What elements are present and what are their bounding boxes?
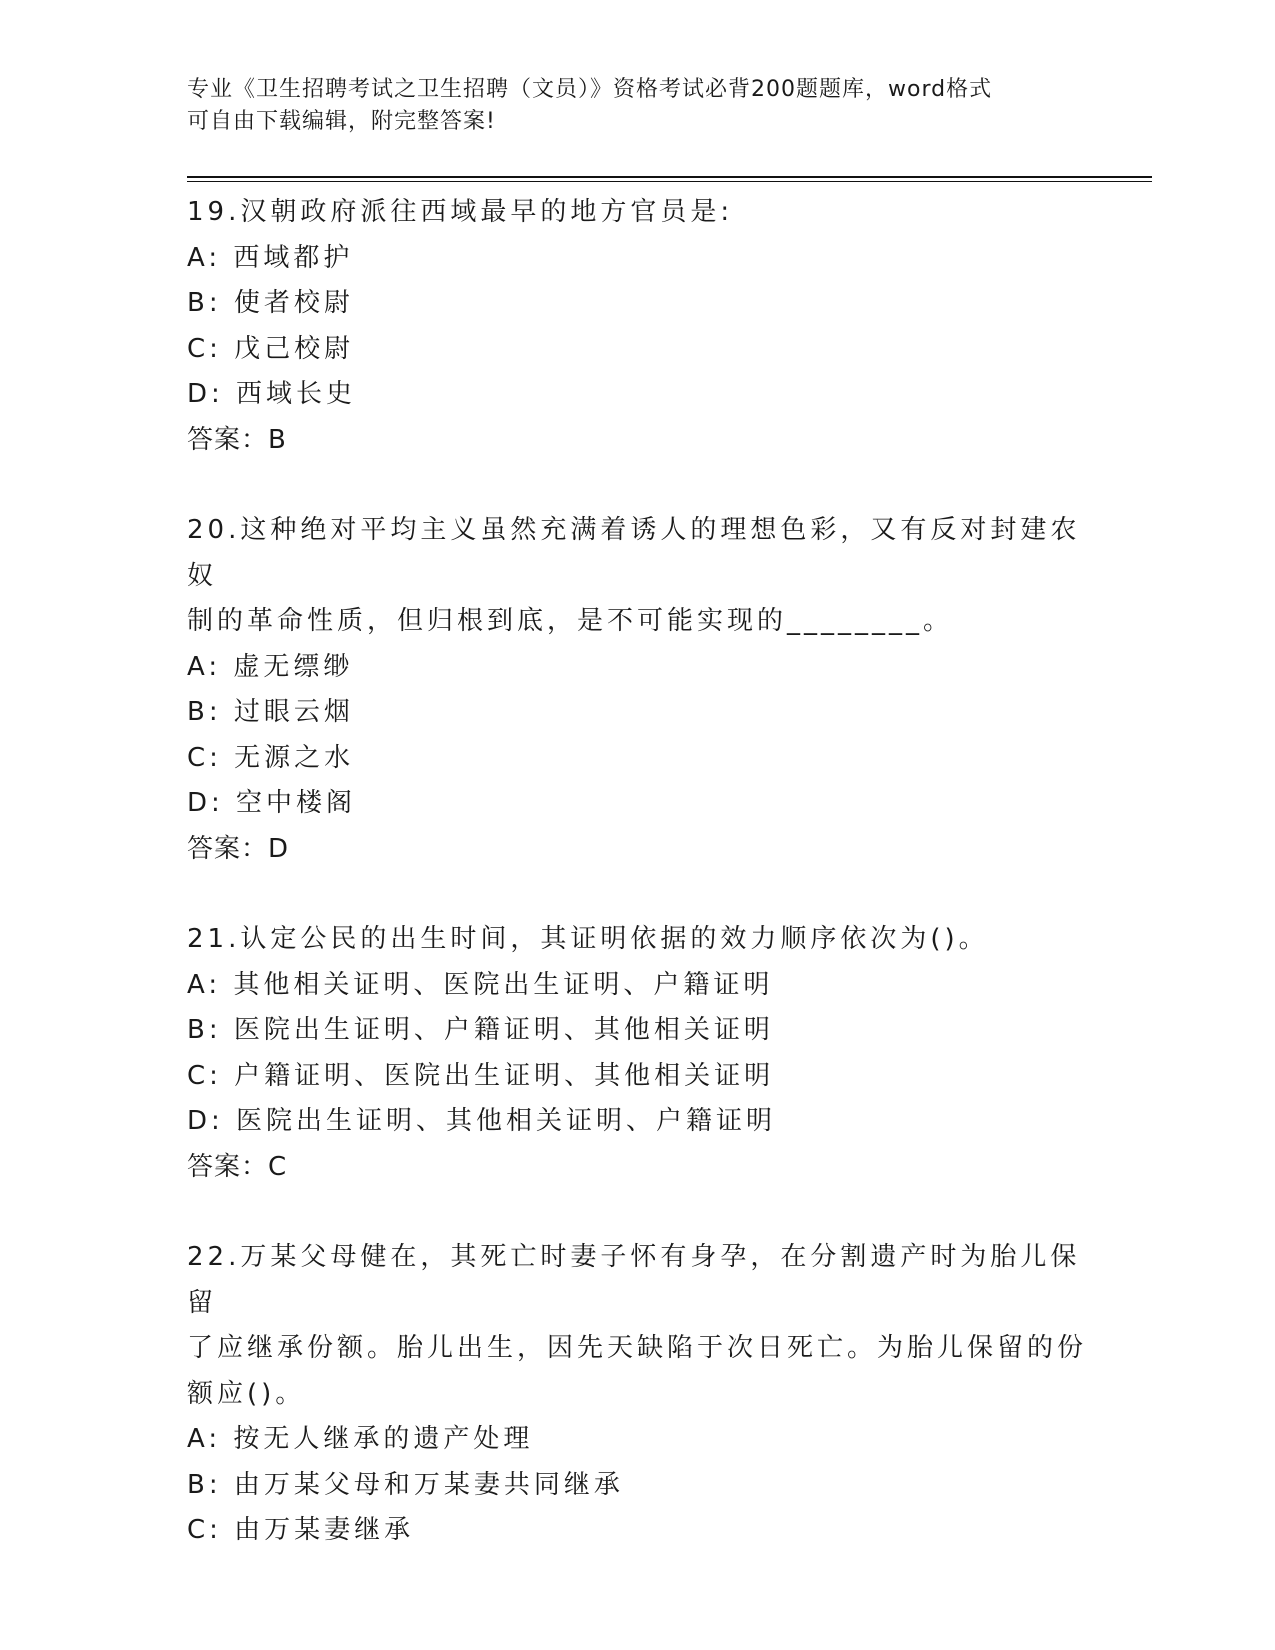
- question-stem-line: 20.这种绝对平均主义虽然充满着诱人的理想色彩，又有反对封建农奴: [187, 515, 1081, 591]
- option-b: B: 过眼云烟: [187, 697, 354, 727]
- option-d: D: 医院出生证明、其他相关证明、户籍证明: [187, 1106, 777, 1136]
- question-stem-line: 了应继承份额。胎儿出生，因先天缺陷于次日死亡。为胎儿保留的份: [187, 1333, 1088, 1363]
- option-a: A: 其他相关证明、医院出生证明、户籍证明: [187, 969, 774, 1000]
- option-c: C: 户籍证明、医院出生证明、其他相关证明: [187, 1060, 775, 1091]
- question-21: [187, 917, 1087, 1190]
- document-header: [187, 74, 1087, 138]
- header-line-2: 可自由下载编辑，附完整答案!: [187, 109, 496, 134]
- option-c: C: 由万某妻继承: [187, 1515, 415, 1545]
- question-spacer: [187, 872, 1087, 917]
- header-divider-thick: [187, 176, 1152, 178]
- option-a: A: 虚无缥缈: [187, 651, 354, 682]
- answer-line: 答案：C: [187, 1151, 288, 1182]
- option-a: A: 西域都护: [187, 242, 354, 273]
- header-divider-thin: [187, 181, 1152, 182]
- option-b: B: 由万某父母和万某妻共同继承: [187, 1469, 624, 1500]
- question-spacer: [187, 463, 1087, 508]
- answer-line: 答案：D: [187, 833, 290, 864]
- question-spacer: [187, 1190, 1087, 1235]
- header-line-1: 专业《卫生招聘考试之卫生招聘（文员）》资格考试必背200题题库，word格式: [187, 77, 993, 102]
- option-c: C: 无源之水: [187, 742, 355, 773]
- option-a: A: 按无人继承的遗产处理: [187, 1424, 534, 1454]
- question-20: [187, 508, 1087, 872]
- question-stem-line: 19.汉朝政府派往西域最早的地方官员是:: [187, 197, 734, 227]
- option-d: D: 空中楼阁: [187, 788, 357, 818]
- question-list: [187, 190, 1087, 1554]
- question-stem-line: 22.万某父母健在，其死亡时妻子怀有身孕，在分割遗产时为胎儿保留: [187, 1242, 1081, 1318]
- question-stem-line: 额应()。: [187, 1378, 306, 1409]
- question-stem-line: 制的革命性质，但归根到底，是不可能实现的________。: [187, 606, 954, 636]
- question-19: [187, 190, 1087, 463]
- option-b: B: 医院出生证明、户籍证明、其他相关证明: [187, 1015, 774, 1045]
- option-b: B: 使者校尉: [187, 288, 354, 318]
- question-22: [187, 1235, 1087, 1554]
- question-stem-line: 21.认定公民的出生时间，其证明依据的效力顺序依次为()。: [187, 924, 989, 954]
- option-d: D: 西域长史: [187, 379, 357, 409]
- option-c: C: 戊己校尉: [187, 333, 355, 364]
- answer-line: 答案：B: [187, 424, 287, 455]
